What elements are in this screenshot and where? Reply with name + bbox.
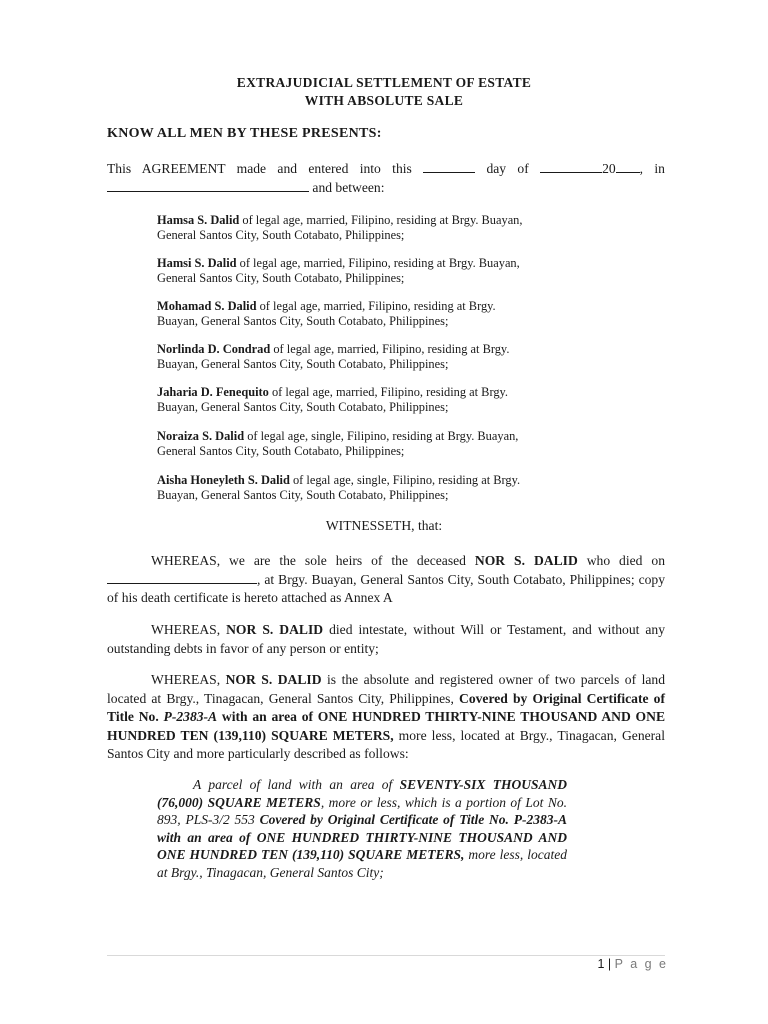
document-title-line2: WITH ABSOLUTE SALE	[304, 93, 464, 108]
party-name: Norlinda D. Condrad	[157, 342, 271, 356]
party-entry	[157, 342, 597, 371]
whereas3-text: WHEREAS,	[151, 672, 226, 687]
party-address: General Santos City, South Cotabato, Philippines;	[157, 443, 405, 458]
party-entry	[157, 256, 597, 285]
party-details: of legal age, married, Filipino, residing at Brgy. Buayan,	[236, 256, 520, 270]
area-description: with an area of ONE HUNDRED THIRTY-NINE THOUSAND AND ONE HUNDRED TEN (139,110) SQUARE METERS,	[107, 709, 666, 743]
party-entry	[157, 429, 597, 458]
land-description-quote	[157, 776, 567, 882]
whereas-paragraph-2	[107, 621, 665, 658]
party-name: Noraiza S. Dalid	[157, 429, 245, 443]
page-footer	[597, 957, 668, 971]
footer-divider	[107, 955, 665, 956]
party-address: Buayan, General Santos City, South Cotabato, Philippines;	[157, 487, 449, 502]
party-address: General Santos City, South Cotabato, Philippines;	[157, 270, 405, 285]
title-number: P-2383-A	[163, 709, 218, 724]
whereas3-text: is the absolute and registered owner of two parcels of land located at Brgy., Tinagacan, General Santos City, Philippines,	[107, 672, 665, 706]
party-address: General Santos City, South Cotabato, Philippines;	[157, 227, 405, 242]
party-details: of legal age, married, Filipino, residing at Brgy.	[268, 385, 509, 399]
whereas3-text: more less, located at Brgy., Tinagacan, General Santos City and more particularly described as follows:	[107, 727, 665, 761]
party-details: of legal age, married, Filipino, residing at Brgy.	[256, 299, 496, 313]
witnesseth-heading: WITNESSETH, that:	[325, 518, 443, 533]
quote-title-reference: Covered by Original Certificate of Title No. P-2383-A with an area of ONE HUNDRED THIRTY-NINE THOUSAND AND ONE HUNDRED TEN (139,110) SQUARE METERS,	[157, 812, 567, 863]
day-blank	[423, 160, 475, 173]
intro-text-e: and between:	[312, 179, 385, 195]
party-address: Buayan, General Santos City, South Cotabato, Philippines;	[157, 356, 449, 371]
intro-text-d: , in	[639, 161, 665, 176]
death-date-blank	[107, 571, 257, 584]
document-title-line1: EXTRAJUDICIAL SETTLEMENT OF ESTATE	[236, 75, 532, 90]
party-entry	[157, 473, 597, 502]
party-name: Jaharia D. Fenequito	[157, 385, 269, 399]
page-label: P a g e	[614, 957, 668, 971]
page-number: 1	[597, 957, 605, 971]
party-address: Buayan, General Santos City, South Cotabato, Philippines;	[157, 313, 449, 328]
party-entry	[157, 213, 597, 242]
party-entry	[157, 385, 597, 414]
party-details: of legal age, married, Filipino, residing at Brgy.	[270, 342, 510, 356]
party-entry	[157, 299, 597, 328]
whereas1-text: who died on	[577, 553, 665, 568]
party-name: Hamsi S. Dalid	[157, 256, 237, 270]
party-details: of legal age, single, Filipino, residing at Brgy.	[289, 473, 521, 487]
whereas2-text: died intestate, without Will or Testament, and without any outstanding debts in favor of any person or entity;	[107, 622, 666, 656]
party-name: Hamsa S. Dalid	[157, 213, 240, 227]
place-blank	[107, 179, 309, 192]
whereas-paragraph-3	[107, 671, 665, 764]
quote-text: , more or less, which is a portion of Lot No. 893, PLS-3/2 553	[157, 794, 567, 828]
deceased-name: NOR S. DALID	[226, 622, 324, 637]
month-blank	[540, 160, 602, 173]
know-all-heading: KNOW ALL MEN BY THESE PRESENTS:	[107, 126, 382, 141]
deceased-name: NOR S. DALID	[474, 553, 578, 568]
party-details: of legal age, married, Filipino, residing at Brgy. Buayan,	[239, 213, 523, 227]
whereas1-text: WHEREAS, we are the sole heirs of the deceased	[151, 553, 475, 568]
party-name: Aisha Honeyleth S. Dalid	[157, 473, 290, 487]
intro-text-a: This AGREEMENT made and entered into this	[107, 161, 412, 176]
whereas-paragraph-1	[107, 552, 665, 608]
whereas1-text: , at Brgy. Buayan, General Santos City, South Cotabato, Philippines; copy of his death certificate is hereto attached as Annex A	[107, 571, 665, 605]
party-details: of legal age, single, Filipino, residing at Brgy. Buayan,	[244, 429, 519, 443]
quote-text: A parcel of land with an area of	[193, 777, 400, 792]
intro-paragraph	[107, 160, 665, 197]
title-reference: Covered by Original Certificate of Title No.	[107, 690, 665, 724]
parcel-area: SEVENTY-SIX THOUSAND (76,000) SQUARE METERS	[157, 777, 567, 810]
party-address: Buayan, General Santos City, South Cotabato, Philippines;	[157, 399, 449, 414]
whereas2-text: WHEREAS,	[151, 622, 227, 637]
quote-text: more less, located at Brgy., Tinagacan, General Santos City;	[157, 847, 567, 880]
intro-year-prefix: 20	[602, 161, 616, 176]
year-blank	[616, 160, 640, 173]
page-separator: |	[607, 957, 612, 971]
intro-text-b: day of	[486, 161, 529, 176]
deceased-name: NOR S. DALID	[225, 672, 322, 687]
party-name: Mohamad S. Dalid	[157, 299, 257, 313]
